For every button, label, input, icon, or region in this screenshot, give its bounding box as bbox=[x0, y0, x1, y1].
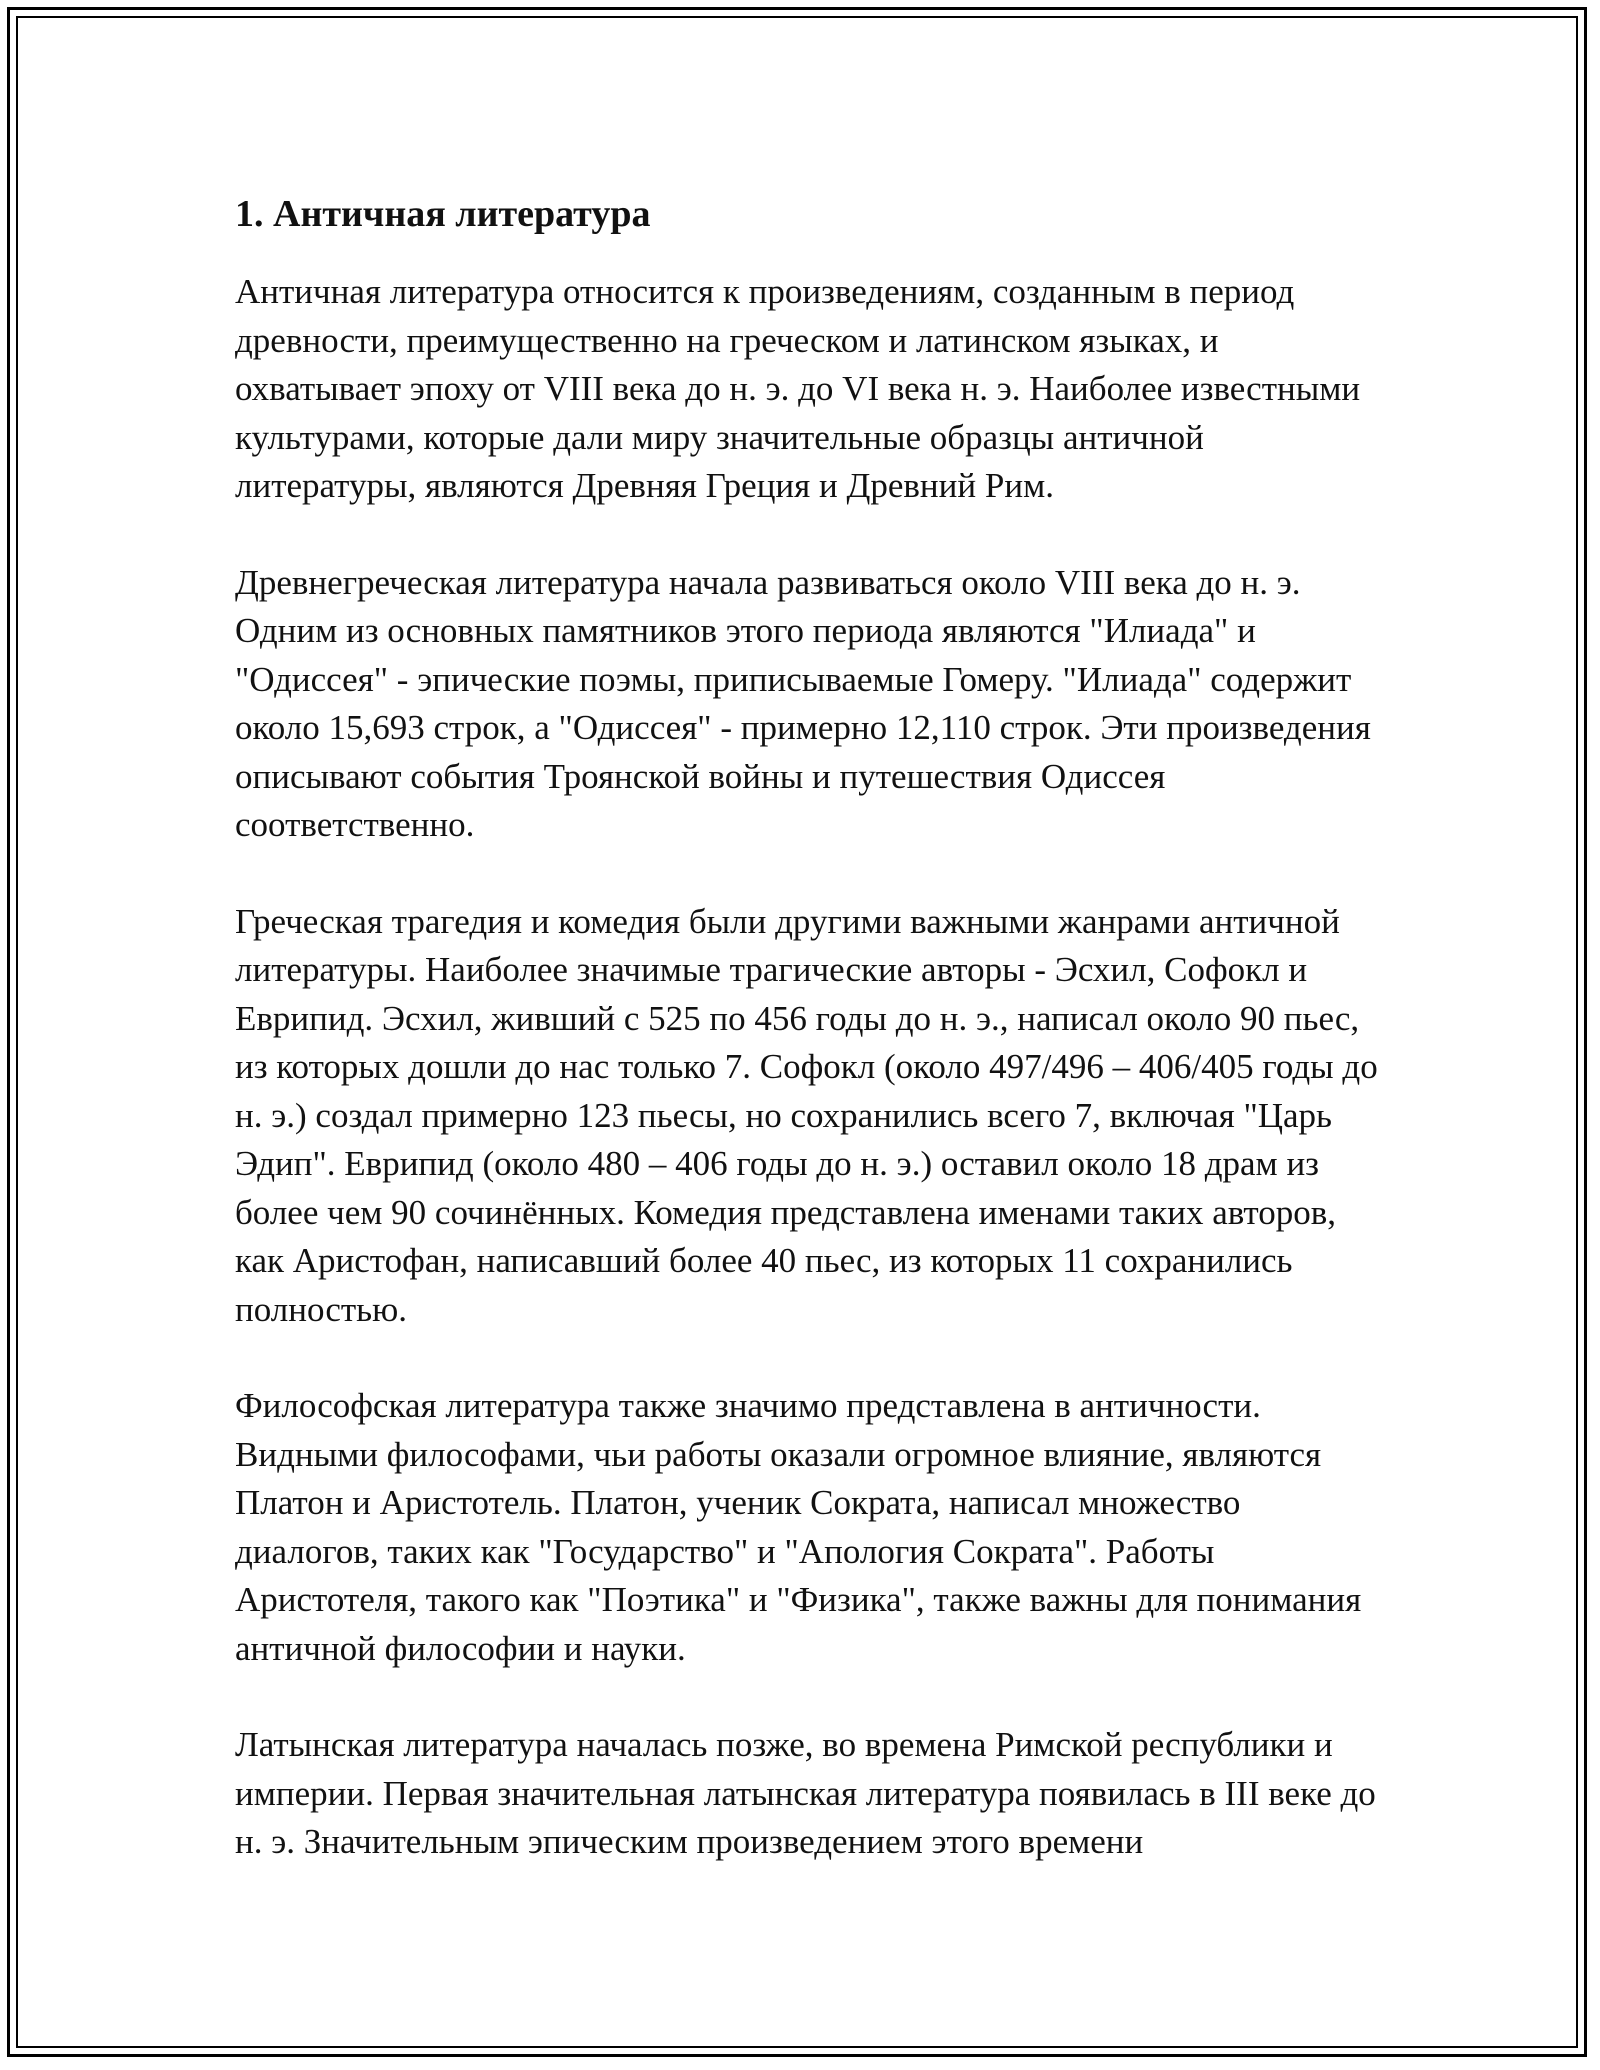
paragraph-latin: Латынская литература началась позже, во времена Римской республики и империи. Первая значительная латынская литература появилась в III веке до н. э. Значительным эпическим произведением этого времени bbox=[235, 1725, 1376, 1861]
paragraph-tragedy-comedy: Греческая трагедия и комедия были другими важными жанрами античной литературы. Наиболее значимые трагические авторы - Эсхил, Софокл и Еврипид. Эсхил, живший с 525 по 456 годы до н. э., написал около 90 пьес, из которых дошли до нас только 7. Софокл (около 497/496 – 406/405 годы до н. э.) создал примерно 123 пьесы, но сохранились всего 7, включая "Царь Эдип". Еврипид (около 480 – 406 годы до н. э.) оставил около 18 драм из более чем 90 сочинённых. Комедия представлена именами таких авторов, как Аристофан, написавший более 40 пьес, из которых 11 сохранились полностью. bbox=[235, 901, 1378, 1329]
document-body bbox=[235, 186, 1385, 1915]
paragraph-greek-epic: Древнегреческая литература начала развиваться около VIII века до н. э. Одним из основных памятников этого периода являются "Илиада" и "Одиссея" - эпические поэмы, приписываемые Гомеру. "Илиада" содержит около 15,693 строк, а "Одиссея" - примерно 12,110 строк. Эти произведения описывают события Троянской войны и путешествия Одиссея соответственно. bbox=[235, 562, 1371, 844]
paragraph-intro: Античная литература относится к произведениям, созданным в период древности, преимущественно на греческом и латинском языках, и охватывает эпоху от VIII века до н. э. до VI века н. э. Наиболее известными культурами, которые дали миру значительные образцы античной литературы, являются Древняя Греция и Древний Рим. bbox=[235, 272, 1361, 505]
paragraph-philosophy: Философская литература также значимо представлена в античности. Видными философами, чьи работы оказали огромное влияние, являются Платон и Аристотель. Платон, ученик Сократа, написал множество диалогов, таких как "Государство" и "Апология Сократа". Работы Аристотеля, такого как "Поэтика" и "Физика", также важны для понимания античной философии и науки. bbox=[235, 1386, 1362, 1668]
section-heading: 1. Античная литература bbox=[235, 193, 651, 235]
